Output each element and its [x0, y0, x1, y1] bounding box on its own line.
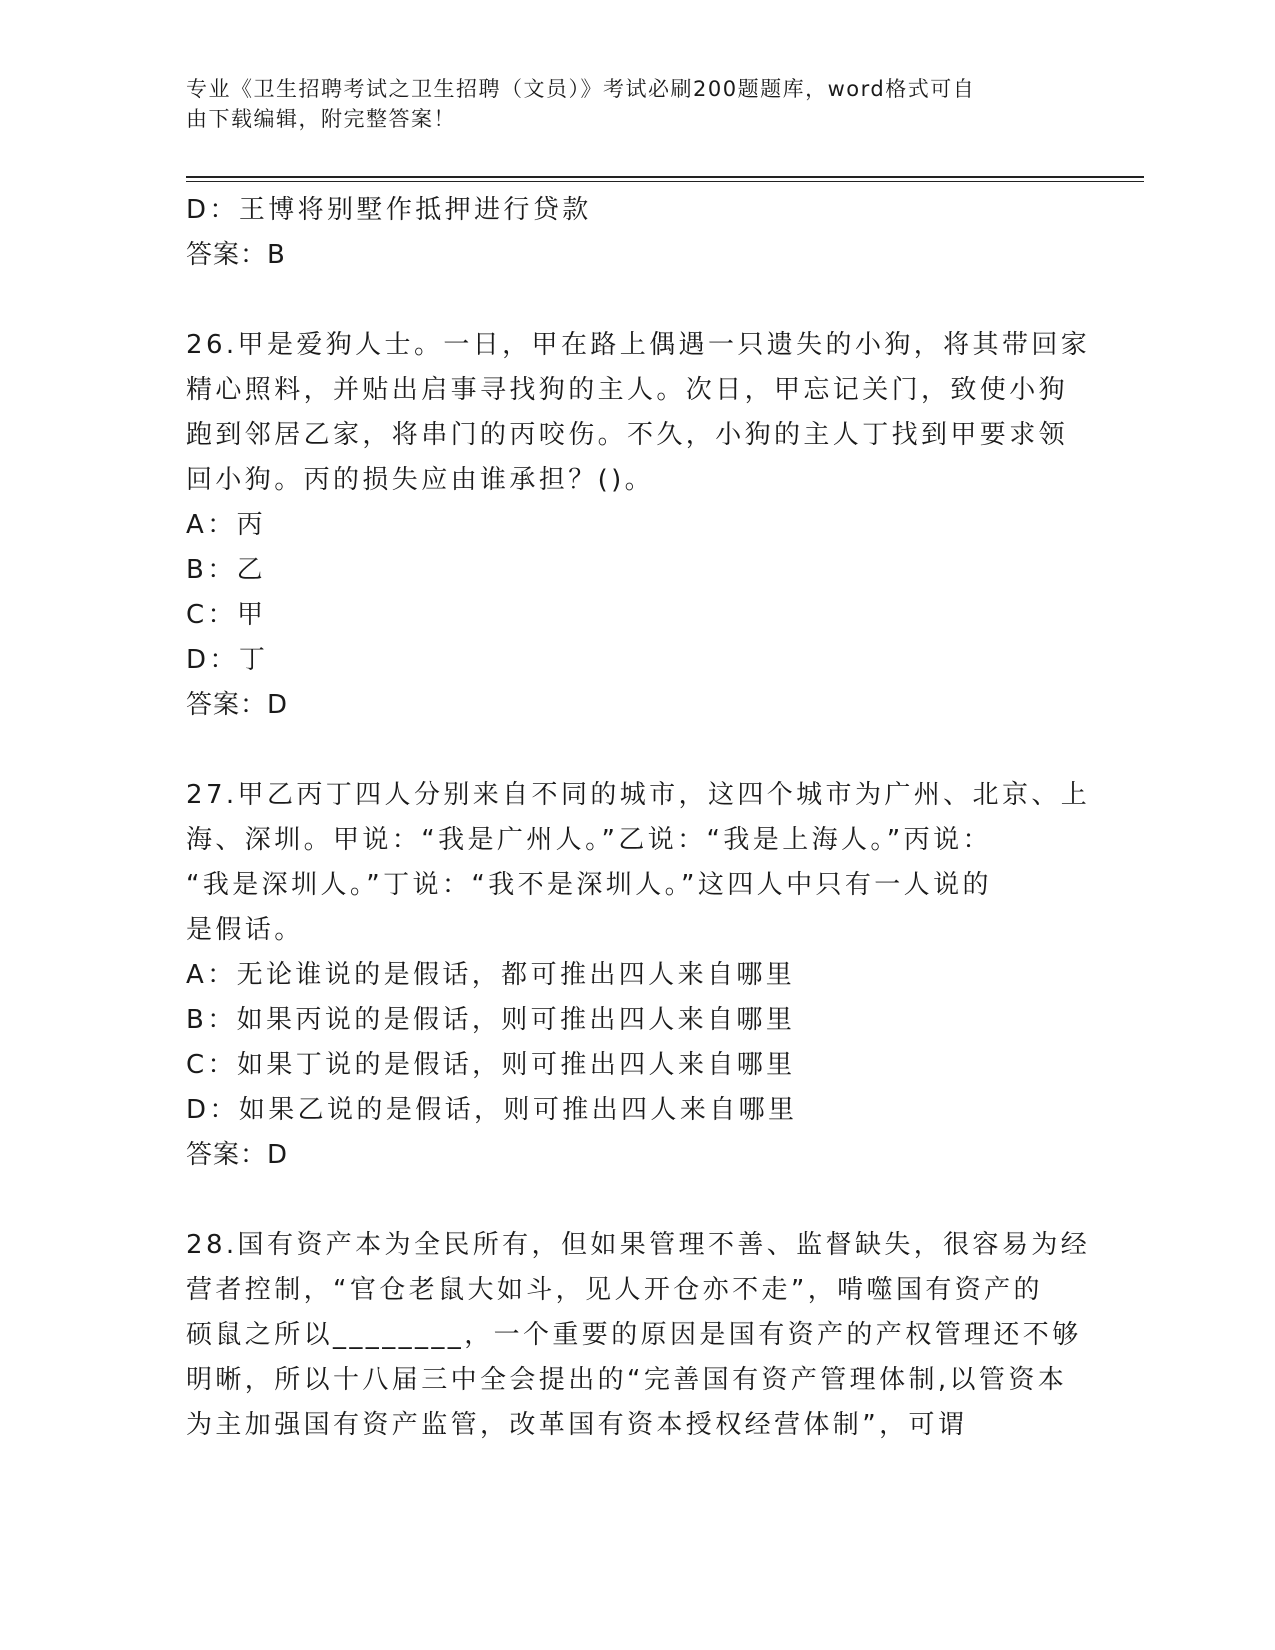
- question-26: [186, 323, 1091, 728]
- question-27-answer: 答案：D: [186, 1140, 289, 1170]
- question-26-option-d: D：丁: [186, 645, 269, 675]
- header-divider-thick: [186, 176, 1144, 178]
- document-body: [186, 188, 1091, 1448]
- header-line-2: 由下载编辑，附完整答案！: [186, 107, 456, 131]
- question-27-option-d: D：如果乙说的是假话，则可推出四人来自哪里: [186, 1095, 798, 1125]
- question-26-option-a: A：丙: [186, 510, 266, 540]
- question-26-stem-line: 跑到邻居乙家，将串门的丙咬伤。不久，小狗的主人丁找到甲要求领: [186, 420, 1069, 450]
- spacer: [186, 728, 1086, 773]
- spacer: [186, 1178, 1086, 1223]
- question-26-stem-line: 回小狗。丙的损失应由谁承担？()。: [186, 465, 655, 495]
- question-28-stem-line: 为主加强国有资产监管，改革国有资本授权经营体制”，可谓: [186, 1410, 968, 1440]
- question-27-stem-line: 是假话。: [186, 915, 304, 945]
- question-27-stem-line: “我是深圳人。”丁说：“我不是深圳人。”这四人中只有一人说的: [186, 870, 992, 900]
- question-28-stem-line: 硕鼠之所以________，一个重要的原因是国有资产的产权管理还不够: [186, 1320, 1082, 1350]
- question-28: [186, 1223, 1091, 1448]
- page-header: [186, 74, 1086, 134]
- header-line-1: 专业《卫生招聘考试之卫生招聘（文员）》考试必刷200题题库，word格式可自: [186, 77, 976, 101]
- prev-answer: 答案：B: [186, 240, 286, 270]
- question-27-option-b: B：如果丙说的是假话，则可推出四人来自哪里: [186, 1005, 796, 1035]
- question-27: [186, 773, 1091, 1178]
- question-26-stem-line: 26.甲是爱狗人士。一日，甲在路上偶遇一只遗失的小狗，将其带回家: [186, 330, 1091, 360]
- question-27-option-a: A：无论谁说的是假话，都可推出四人来自哪里: [186, 960, 796, 990]
- question-26-stem-line: 精心照料，并贴出启事寻找狗的主人。次日，甲忘记关门，致使小狗: [186, 375, 1069, 405]
- question-27-option-c: C：如果丁说的是假话，则可推出四人来自哪里: [186, 1050, 796, 1080]
- question-26-option-c: C：甲: [186, 600, 267, 630]
- prev-option-d: D：王博将别墅作抵押进行贷款: [186, 195, 592, 225]
- question-28-stem-line: 明晰，所以十八届三中全会提出的“完善国有资产管理体制,以管资本: [186, 1365, 1068, 1395]
- question-28-stem-line: 28.国有资产本为全民所有，但如果管理不善、监督缺失，很容易为经: [186, 1230, 1091, 1260]
- question-26-answer: 答案：D: [186, 690, 289, 720]
- question-26-option-b: B：乙: [186, 555, 267, 585]
- question-27-stem-line: 海、深圳。甲说：“我是广州人。”乙说：“我是上海人。”丙说：: [186, 825, 992, 855]
- spacer: [186, 278, 1086, 323]
- header-divider-thin: [186, 181, 1144, 182]
- question-27-stem-line: 27.甲乙丙丁四人分别来自不同的城市，这四个城市为广州、北京、上: [186, 780, 1091, 810]
- question-28-stem-line: 营者控制，“官仓老鼠大如斗，见人开仓亦不走”，啃噬国有资产的: [186, 1275, 1043, 1305]
